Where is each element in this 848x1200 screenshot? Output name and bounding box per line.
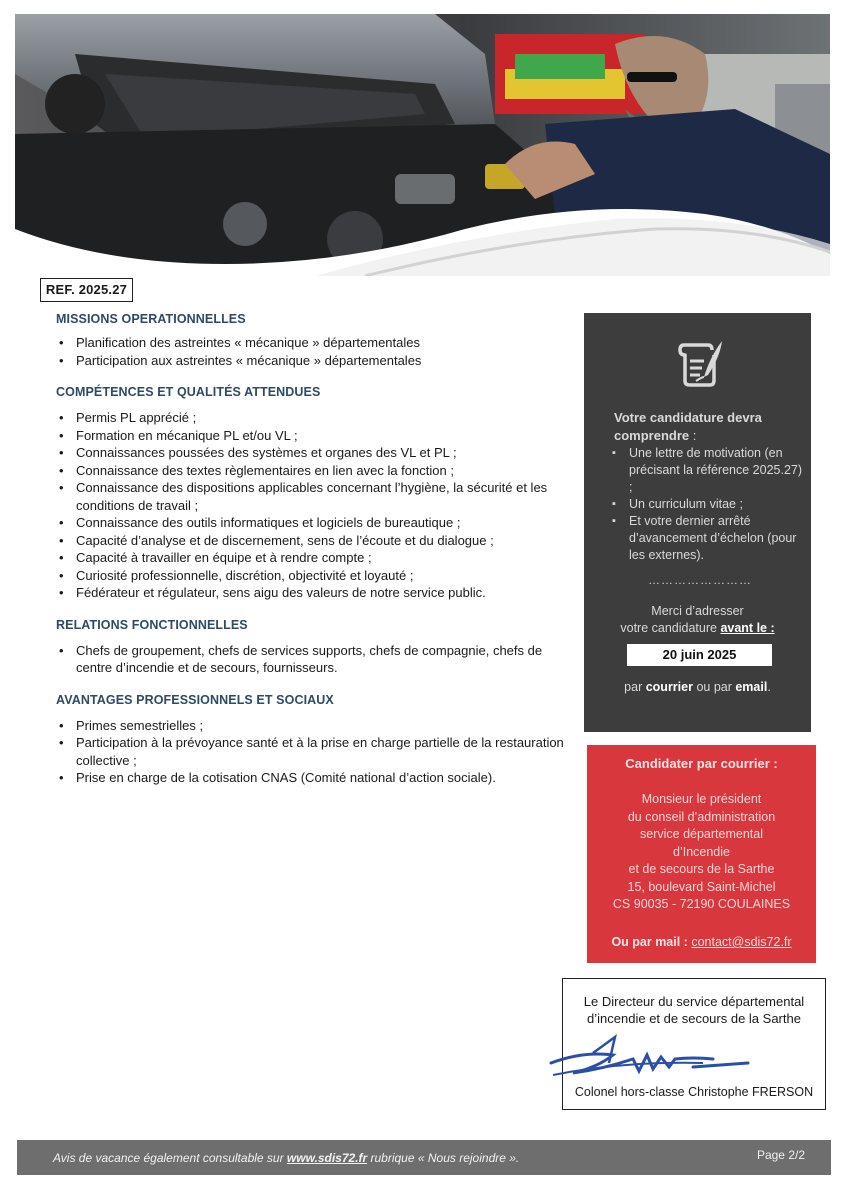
list-item: • Formation en mécanique PL et/ou VL ; bbox=[56, 427, 576, 445]
website-link[interactable]: www.sdis72.fr bbox=[286, 1151, 368, 1165]
document-quill-icon bbox=[674, 337, 724, 389]
list-item: ▪ Et votre dernier arrêté d’avancement d’échelon (pour les externes). bbox=[610, 513, 806, 564]
list-item: • Participation aux astreintes « mécanique » départementales bbox=[56, 352, 576, 370]
list-item: • Capacité d’analyse et de discernement, sens de l’écoute et du dialogue ; bbox=[56, 532, 576, 550]
section-title: MISSIONS OPERATIONNELLES bbox=[56, 312, 246, 326]
reference-box: REF. 2025.27 bbox=[40, 278, 133, 302]
deadline-date: 20 juin 2025 bbox=[627, 644, 772, 666]
signatory-name: Colonel hors-classe Christophe FRERSON bbox=[574, 1085, 814, 1099]
signature-block bbox=[562, 978, 826, 1110]
list-item: • Permis PL apprécié ; bbox=[56, 409, 576, 427]
director-title: Le Directeur du service départemental d’incendie et de secours de la Sarthe bbox=[583, 994, 805, 1026]
application-box bbox=[584, 313, 811, 732]
mail-box-title: Candidater par courrier : bbox=[625, 756, 778, 771]
list-item: • Primes semestrielles ; bbox=[56, 717, 576, 735]
left-column bbox=[56, 312, 576, 803]
footer-bar bbox=[17, 1140, 831, 1175]
handwritten-signature bbox=[543, 1033, 773, 1083]
section-missions bbox=[56, 312, 576, 369]
bullet-list bbox=[56, 334, 576, 369]
bullet-list bbox=[56, 717, 576, 787]
section-title: RELATIONS FONCTIONNELLES bbox=[56, 617, 248, 632]
hero-photo bbox=[15, 14, 830, 276]
section-competences bbox=[56, 385, 576, 602]
list-item: • Connaissances poussées des systèmes et organes des VL et PL ; bbox=[56, 444, 576, 462]
merci-text: Merci d’adresser votre candidature avant le : bbox=[620, 604, 775, 635]
application-requirements bbox=[610, 445, 806, 564]
list-item: • Planification des astreintes « mécanique » départementales bbox=[56, 334, 576, 352]
section-avantages bbox=[56, 693, 576, 787]
dotted-separator: …………………… bbox=[648, 573, 752, 587]
email-contact: Ou par mail : contact@sdis72.fr bbox=[611, 935, 792, 949]
footer-text: Avis de vacance également consultable sur www.sdis72.fr rubrique « Nous rejoindre ». bbox=[53, 1151, 520, 1165]
list-item: • Connaissance des textes règlementaires en lien avec la fonction ; bbox=[56, 462, 576, 480]
section-title: COMPÉTENCES ET QUALITÉS ATTENDUES bbox=[56, 385, 321, 399]
email-link[interactable]: contact@sdis72.fr bbox=[691, 935, 792, 949]
bullet-list bbox=[56, 409, 576, 602]
list-item: • Capacité à travailler en équipe et à rendre compte ; bbox=[56, 549, 576, 567]
list-item: ▪ Un curriculum vitae ; bbox=[610, 496, 806, 513]
mail-box bbox=[587, 745, 816, 963]
list-item: • Connaissance des outils informatiques et logiciels de bureautique ; bbox=[56, 514, 576, 532]
section-relations bbox=[56, 618, 576, 677]
application-title: Votre candidature devra comprendre : bbox=[614, 410, 762, 443]
page-number: Page 2/2 bbox=[756, 1148, 805, 1162]
list-item: • Prise en charge de la cotisation CNAS (Comité national d’action sociale). bbox=[56, 769, 576, 787]
list-item: • Chefs de groupement, chefs de services supports, chefs de compagnie, chefs de centre d’incendie et de secours, fournisseurs. bbox=[56, 642, 576, 677]
send-method: par courrier ou par email. bbox=[624, 680, 771, 694]
list-item: • Participation à la prévoyance santé et à la prise en charge partielle de la restauration collective ; bbox=[56, 734, 576, 769]
postal-address: Monsieur le président du conseil d’administration service départemental d’Incendie et de secours de la Sarthe 15, boulevard Saint-Michel CS 90035 - 72190 COULAINES bbox=[612, 792, 791, 911]
list-item: • Fédérateur et régulateur, sens aigu des valeurs de notre service public. bbox=[56, 584, 576, 602]
list-item: • Curiosité professionnelle, discrétion, objectivité et loyauté ; bbox=[56, 567, 576, 585]
bullet-list bbox=[56, 642, 576, 677]
list-item: • Connaissance des dispositions applicables concernant l’hygiène, la sécurité et les conditions de travail ; bbox=[56, 479, 576, 514]
list-item: ▪ Une lettre de motivation (en précisant la référence 2025.27) ; bbox=[610, 445, 806, 496]
section-title: AVANTAGES PROFESSIONNELS ET SOCIAUX bbox=[56, 692, 334, 707]
